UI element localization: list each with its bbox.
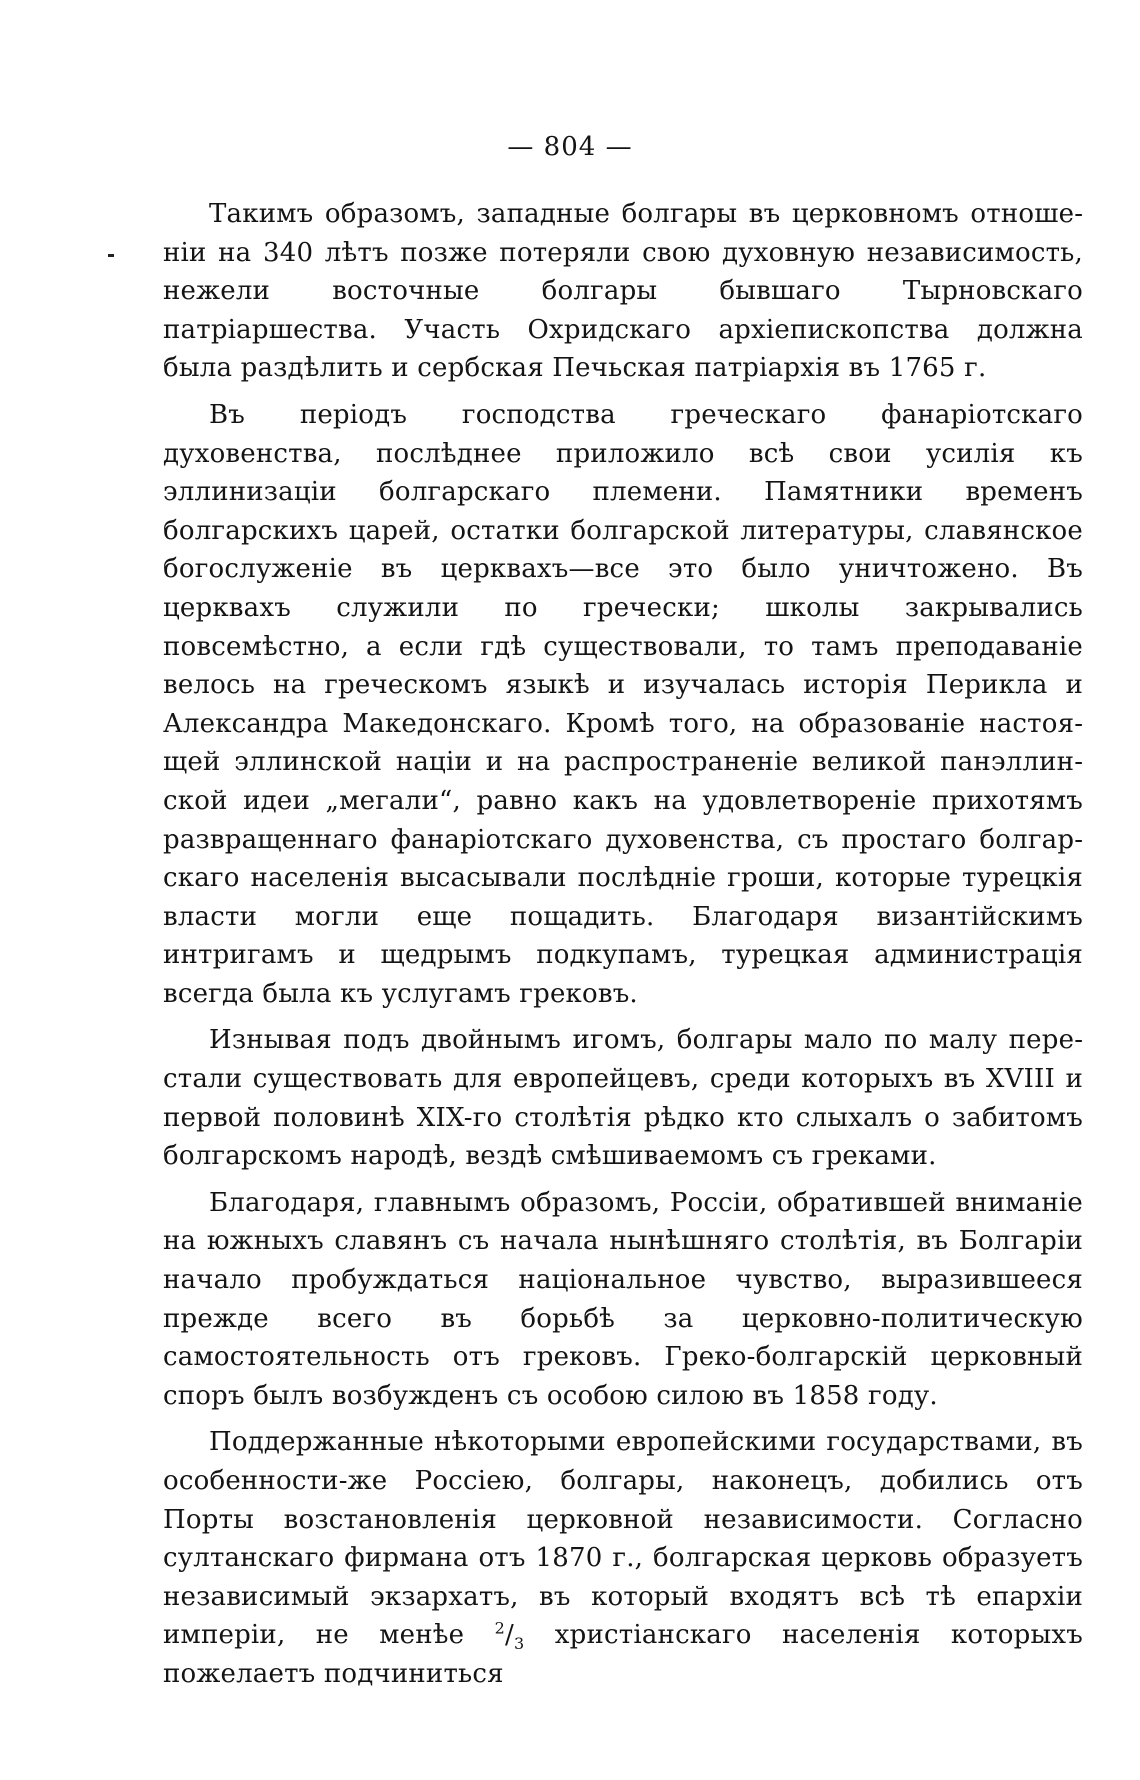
paragraph-2: Въ періодъ господства греческаго фанаріотскаго духовенства, послѣднее приложило всѣ свои усилія къ эллинизаціи болгарскаго племени. Памятники временъ болгарскихъ царей, остатки болгарской литературы, славянское богослуженіе въ церквахъ—все это было уничтожено. Въ церквахъ служили по гречески; школы закрывались повсемѣстно, а если гдѣ существовали, то тамъ преподаваніе велось на греческомъ языкѣ и изучалась исторія Перикла и Александра Македонскаго. Кромѣ того, на образованіе настоящей эллинской націи и на распространеніе великой панэллинской идеи „мегали“, равно какъ на удовлетвореніе прихотямъ развращеннаго фанаріотскаго духовенства, съ простаго болгарскаго населенія высасывали послѣдніе гроши, которые турецкія власти могли еще пощадить. Благодаря византійскимъ интригамъ и щедрымъ подкупамъ, турецкая администрація всегда была къ услугамъ грековъ. bbox=[163, 399, 1083, 1009]
body-text bbox=[163, 195, 1083, 1702]
page-number: — 804 — bbox=[507, 132, 633, 162]
paragraph-4: Благодаря, главнымъ образомъ, Россіи, обратившей вниманіе на южныхъ славянъ съ начала нынѣшняго столѣтія, въ Болгаріи начало пробуждаться національное чувство, выразившееся прежде всего въ борьбѣ за церковно-политическую самостоятельность отъ грековъ. Греко-болгарскій церковный споръ былъ возбужденъ съ особою силою въ 1858 году. bbox=[163, 1187, 1083, 1411]
fraction-numerator: 2 bbox=[494, 1618, 506, 1638]
margin-mark bbox=[108, 254, 114, 257]
paragraph-5 bbox=[163, 1423, 1083, 1693]
paragraph-5-text: Поддержанные нѣкоторыми европейскими государствами, въ особенности-же Россіею, болгары, наконецъ, добились отъ Порты возстановленія церковной независимости. Согласно султанскаго фирмана отъ 1870 г., болгарская церковь образуетъ независимый экзархатъ, въ который входятъ всѣ тѣ епархіи имперіи, не менѣе bbox=[163, 1427, 1083, 1651]
paragraph-1: Такимъ образомъ, западные болгары въ церковномъ отношеніи на 340 лѣтъ позже потеряли свою духовную независимость, нежели восточные болгары бывшаго Тырновскаго патріаршества. Участь Охридскаго архіепископства должна была раздѣлить и сербская Печьская патріархія въ 1765 г. bbox=[163, 199, 1083, 384]
paragraph-3: Изнывая подъ двойнымъ игомъ, болгары мало по малу перестали существовать для европейцевъ, среди которыхъ въ XVIII и первой половинѣ XIX-го столѣтія рѣдко кто слыхалъ о забитомъ болгарскомъ народѣ, вездѣ смѣшиваемомъ съ греками. bbox=[163, 1025, 1083, 1172]
fraction-denominator: 3 bbox=[514, 1634, 525, 1654]
fraction-slash: / bbox=[505, 1620, 514, 1651]
paragraph-5-tail: христіанскаго населенія которыхъ пожелаетъ подчиниться bbox=[163, 1620, 1083, 1689]
